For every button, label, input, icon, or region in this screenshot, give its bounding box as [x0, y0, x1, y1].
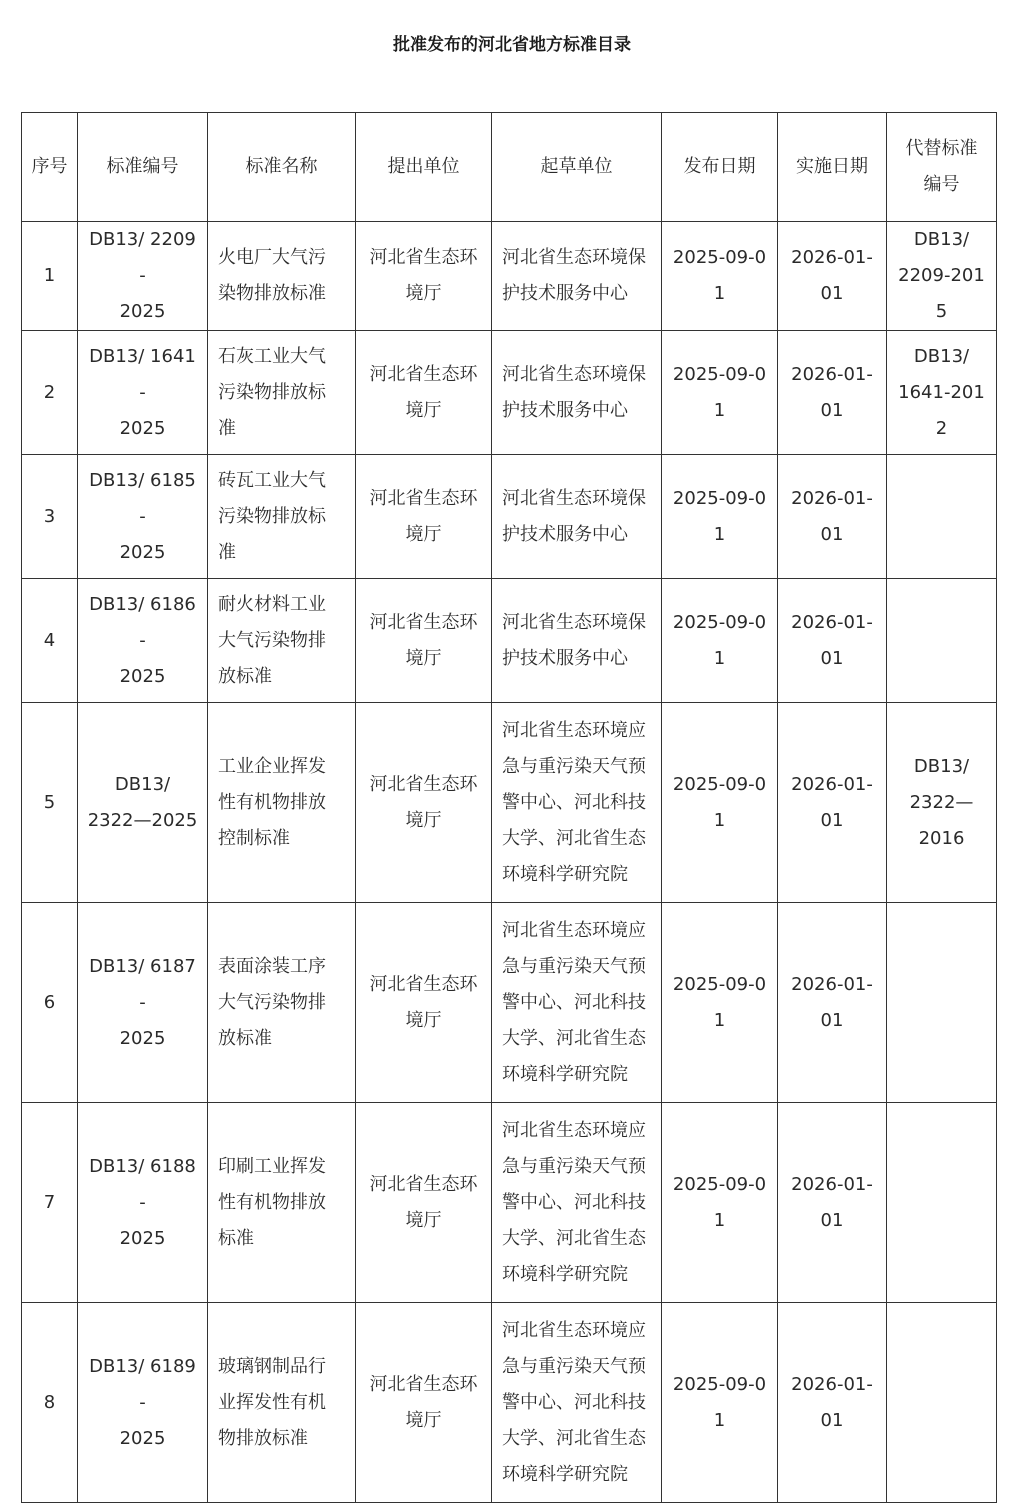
cell-proposer: 河北省生态环 境厅: [356, 331, 492, 455]
table-row: [22, 331, 997, 455]
cell-proposer: 河北省生态环 境厅: [356, 222, 492, 331]
cell-code: DB13/ 1641- 2025: [78, 331, 208, 455]
cell-proposer: 河北省生态环 境厅: [356, 579, 492, 703]
cell-name: 玻璃钢制品行 业挥发性有机 物排放标准: [208, 1303, 356, 1503]
cell-seq: 7: [22, 1103, 78, 1303]
cell-proposer: 河北省生态环 境厅: [356, 455, 492, 579]
cell-seq: 8: [22, 1303, 78, 1503]
cell-publish-date: 2025-09-01: [662, 455, 778, 579]
cell-name: 石灰工业大气 污染物排放标 准: [208, 331, 356, 455]
cell-replaced: [887, 1103, 997, 1303]
table-row: [22, 1103, 997, 1303]
cell-drafter: 河北省生态环境保 护技术服务中心: [492, 222, 662, 331]
cell-publish-date: 2025-09-01: [662, 222, 778, 331]
cell-replaced: [887, 579, 997, 703]
cell-effective-date: 2026-01- 01: [778, 331, 887, 455]
header-seq: 序号: [22, 113, 78, 222]
cell-effective-date: 2026-01- 01: [778, 1303, 887, 1503]
cell-code: DB13/ 6187- 2025: [78, 903, 208, 1103]
cell-name: 砖瓦工业大气 污染物排放标 准: [208, 455, 356, 579]
table-row: [22, 1303, 997, 1503]
header-effective-date: 实施日期: [778, 113, 887, 222]
cell-effective-date: 2026-01- 01: [778, 455, 887, 579]
header-publish-date: 发布日期: [662, 113, 778, 222]
header-proposer: 提出单位: [356, 113, 492, 222]
cell-name: 表面涂装工序 大气污染物排 放标准: [208, 903, 356, 1103]
cell-drafter: 河北省生态环境应 急与重污染天气预 警中心、河北科技 大学、河北省生态 环境科学研究院: [492, 1103, 662, 1303]
cell-effective-date: 2026-01- 01: [778, 903, 887, 1103]
cell-code: DB13/ 2322—2025: [78, 703, 208, 903]
cell-seq: 2: [22, 331, 78, 455]
cell-seq: 3: [22, 455, 78, 579]
table-header-row: [22, 113, 997, 222]
cell-replaced: [887, 903, 997, 1103]
table-row: [22, 455, 997, 579]
cell-seq: 6: [22, 903, 78, 1103]
cell-publish-date: 2025-09-01: [662, 703, 778, 903]
cell-replaced: [887, 455, 997, 579]
cell-replaced: DB13/ 2209-2015: [887, 222, 997, 331]
cell-seq: 1: [22, 222, 78, 331]
cell-publish-date: 2025-09-01: [662, 1103, 778, 1303]
cell-drafter: 河北省生态环境保 护技术服务中心: [492, 579, 662, 703]
cell-code: DB13/ 6186- 2025: [78, 579, 208, 703]
cell-effective-date: 2026-01- 01: [778, 1103, 887, 1303]
cell-publish-date: 2025-09-01: [662, 903, 778, 1103]
cell-publish-date: 2025-09-01: [662, 1303, 778, 1503]
cell-proposer: 河北省生态环 境厅: [356, 1303, 492, 1503]
header-replaced: 代替标准 编号: [887, 113, 997, 222]
standards-table: [21, 112, 997, 1503]
header-name: 标准名称: [208, 113, 356, 222]
cell-code: DB13/ 6189- 2025: [78, 1303, 208, 1503]
header-drafter: 起草单位: [492, 113, 662, 222]
cell-seq: 5: [22, 703, 78, 903]
page-title: 批准发布的河北省地方标准目录: [393, 35, 631, 55]
cell-name: 火电厂大气污 染物排放标准: [208, 222, 356, 331]
cell-replaced: DB13/ 2322— 2016: [887, 703, 997, 903]
cell-drafter: 河北省生态环境应 急与重污染天气预 警中心、河北科技 大学、河北省生态 环境科学研究院: [492, 703, 662, 903]
cell-proposer: 河北省生态环 境厅: [356, 703, 492, 903]
cell-name: 耐火材料工业 大气污染物排 放标准: [208, 579, 356, 703]
table-row: [22, 222, 997, 331]
cell-code: DB13/ 6185- 2025: [78, 455, 208, 579]
cell-drafter: 河北省生态环境保 护技术服务中心: [492, 331, 662, 455]
cell-name: 印刷工业挥发 性有机物排放 标准: [208, 1103, 356, 1303]
cell-effective-date: 2026-01- 01: [778, 703, 887, 903]
cell-drafter: 河北省生态环境应 急与重污染天气预 警中心、河北科技 大学、河北省生态 环境科学研究院: [492, 1303, 662, 1503]
header-code: 标准编号: [78, 113, 208, 222]
table-row: [22, 579, 997, 703]
cell-effective-date: 2026-01- 01: [778, 579, 887, 703]
cell-code: DB13/ 6188- 2025: [78, 1103, 208, 1303]
cell-publish-date: 2025-09-01: [662, 331, 778, 455]
table-row: [22, 703, 997, 903]
cell-drafter: 河北省生态环境应 急与重污染天气预 警中心、河北科技 大学、河北省生态 环境科学研究院: [492, 903, 662, 1103]
cell-replaced: DB13/ 1641-2012: [887, 331, 997, 455]
cell-drafter: 河北省生态环境保 护技术服务中心: [492, 455, 662, 579]
cell-replaced: [887, 1303, 997, 1503]
cell-name: 工业企业挥发 性有机物排放 控制标准: [208, 703, 356, 903]
cell-proposer: 河北省生态环 境厅: [356, 903, 492, 1103]
table-row: [22, 903, 997, 1103]
cell-code: DB13/ 2209- 2025: [78, 222, 208, 331]
cell-effective-date: 2026-01- 01: [778, 222, 887, 331]
cell-proposer: 河北省生态环 境厅: [356, 1103, 492, 1303]
cell-seq: 4: [22, 579, 78, 703]
cell-publish-date: 2025-09-01: [662, 579, 778, 703]
